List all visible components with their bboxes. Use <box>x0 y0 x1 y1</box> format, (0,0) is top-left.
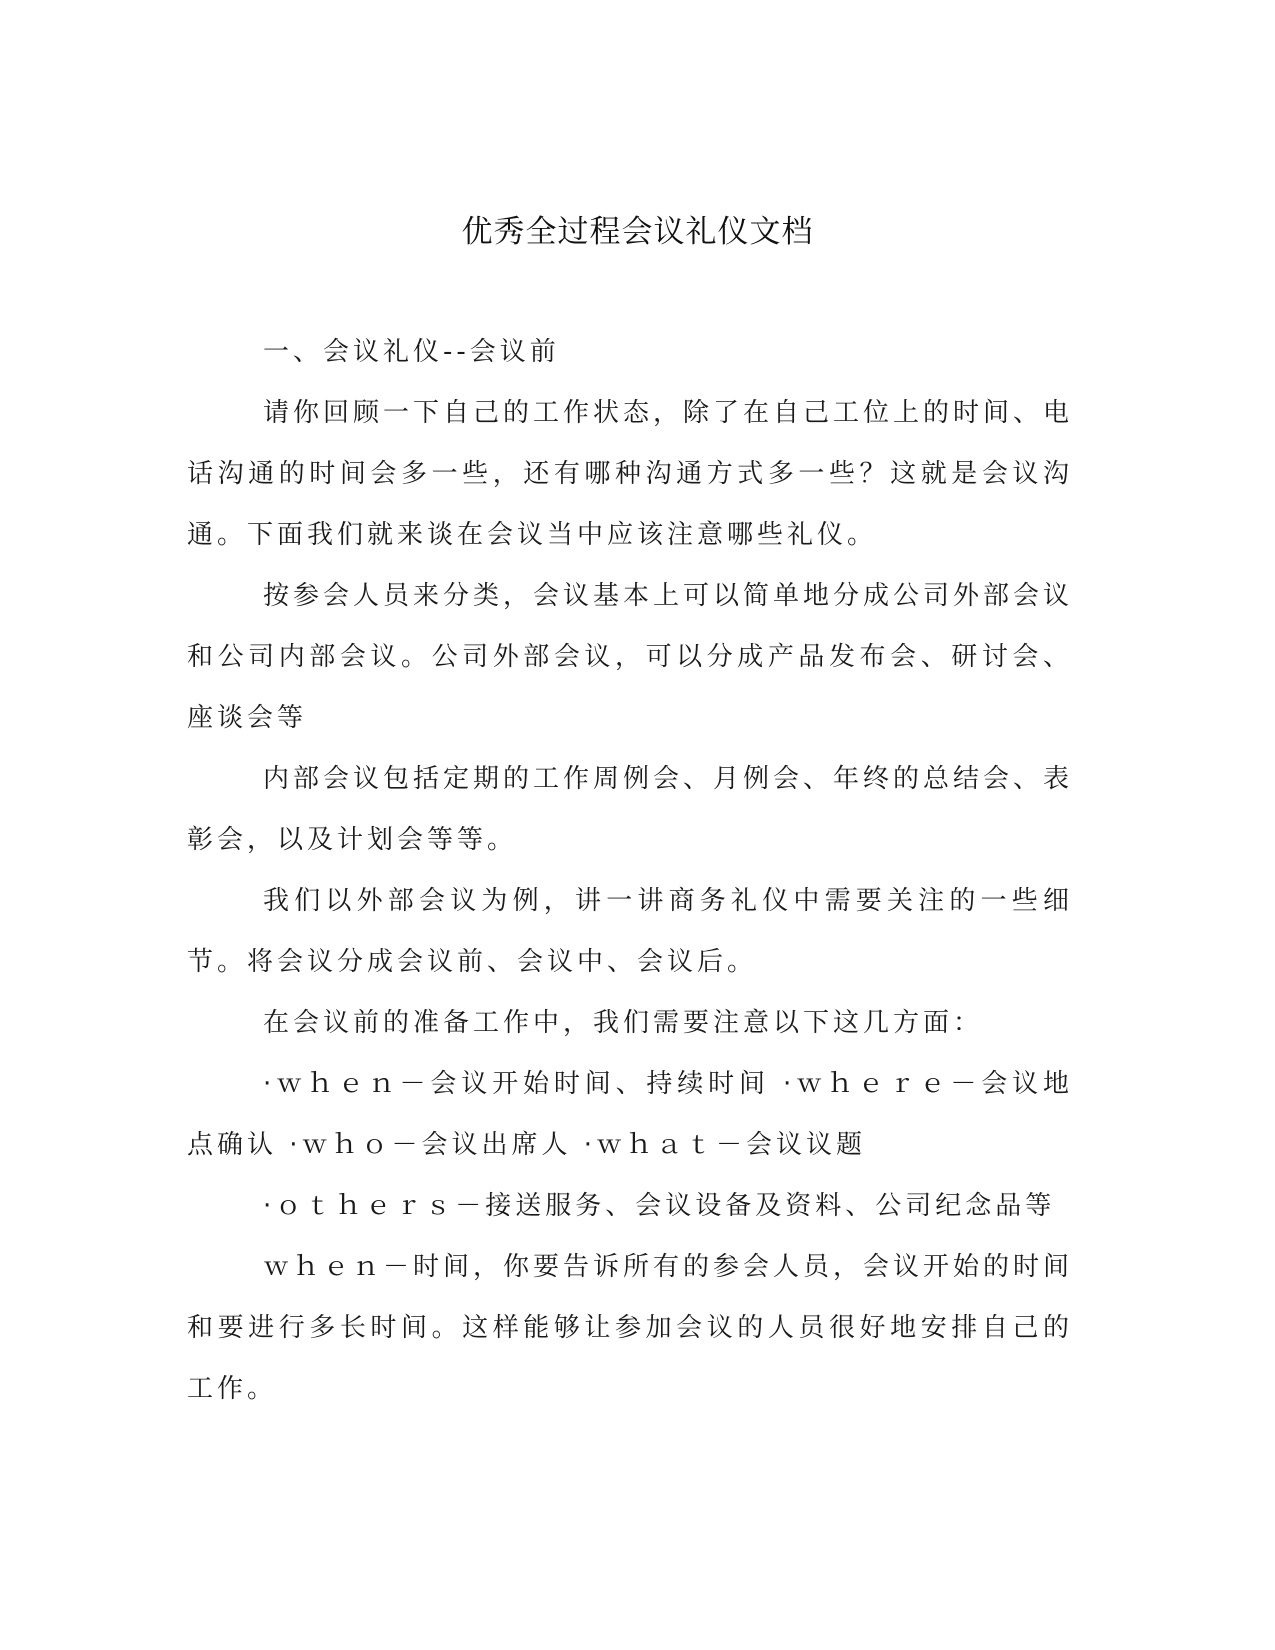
paragraph-external-example: 我们以外部会议为例，讲一讲商务礼仪中需要关注的一些细节。将会议分成会议前、会议中、会议后。 <box>187 886 1073 977</box>
paragraph-others: ·ｏｔｈｅｒｓ－接送服务、会议设备及资料、公司纪念品等 <box>263 1191 1056 1221</box>
paragraph-classification: 按参会人员来分类，会议基本上可以简单地分成公司外部会议和公司内部会议。公司外部会议，可以分成产品发布会、研讨会、座谈会等 <box>187 581 1074 733</box>
paragraph-intro: 请你回顾一下自己的工作状态，除了在自己工位上的时间、电话沟通的时间会多一些，还有哪种沟通方式多一些？这就是会议沟通。下面我们就来谈在会议当中应该注意哪些礼仪。 <box>187 398 1074 550</box>
section-heading: 一、会议礼仪--会议前 <box>263 337 560 367</box>
paragraph-when-detail: ｗｈｅｎ－时间，你要告诉所有的参会人员，会议开始的时间和要进行多长时间。这样能够让参加会议的人员很好地安排自己的工作。 <box>187 1252 1074 1404</box>
document-body <box>187 322 1073 1420</box>
paragraph-preparation: 在会议前的准备工作中，我们需要注意以下这几方面： <box>263 1008 984 1038</box>
paragraph-internal-meetings: 内部会议包括定期的工作周例会、月例会、年终的总结会、表彰会，以及计划会等等。 <box>187 764 1074 855</box>
paragraph-when-where-who-what: ·ｗｈｅｎ－会议开始时间、持续时间 ·ｗｈｅｒｅ－会议地点确认 ·ｗｈｏ－会议出席人 ·ｗｈａｔ－会议议题 <box>187 1069 1073 1160</box>
document-title: 优秀全过程会议礼仪文档 <box>461 214 814 250</box>
